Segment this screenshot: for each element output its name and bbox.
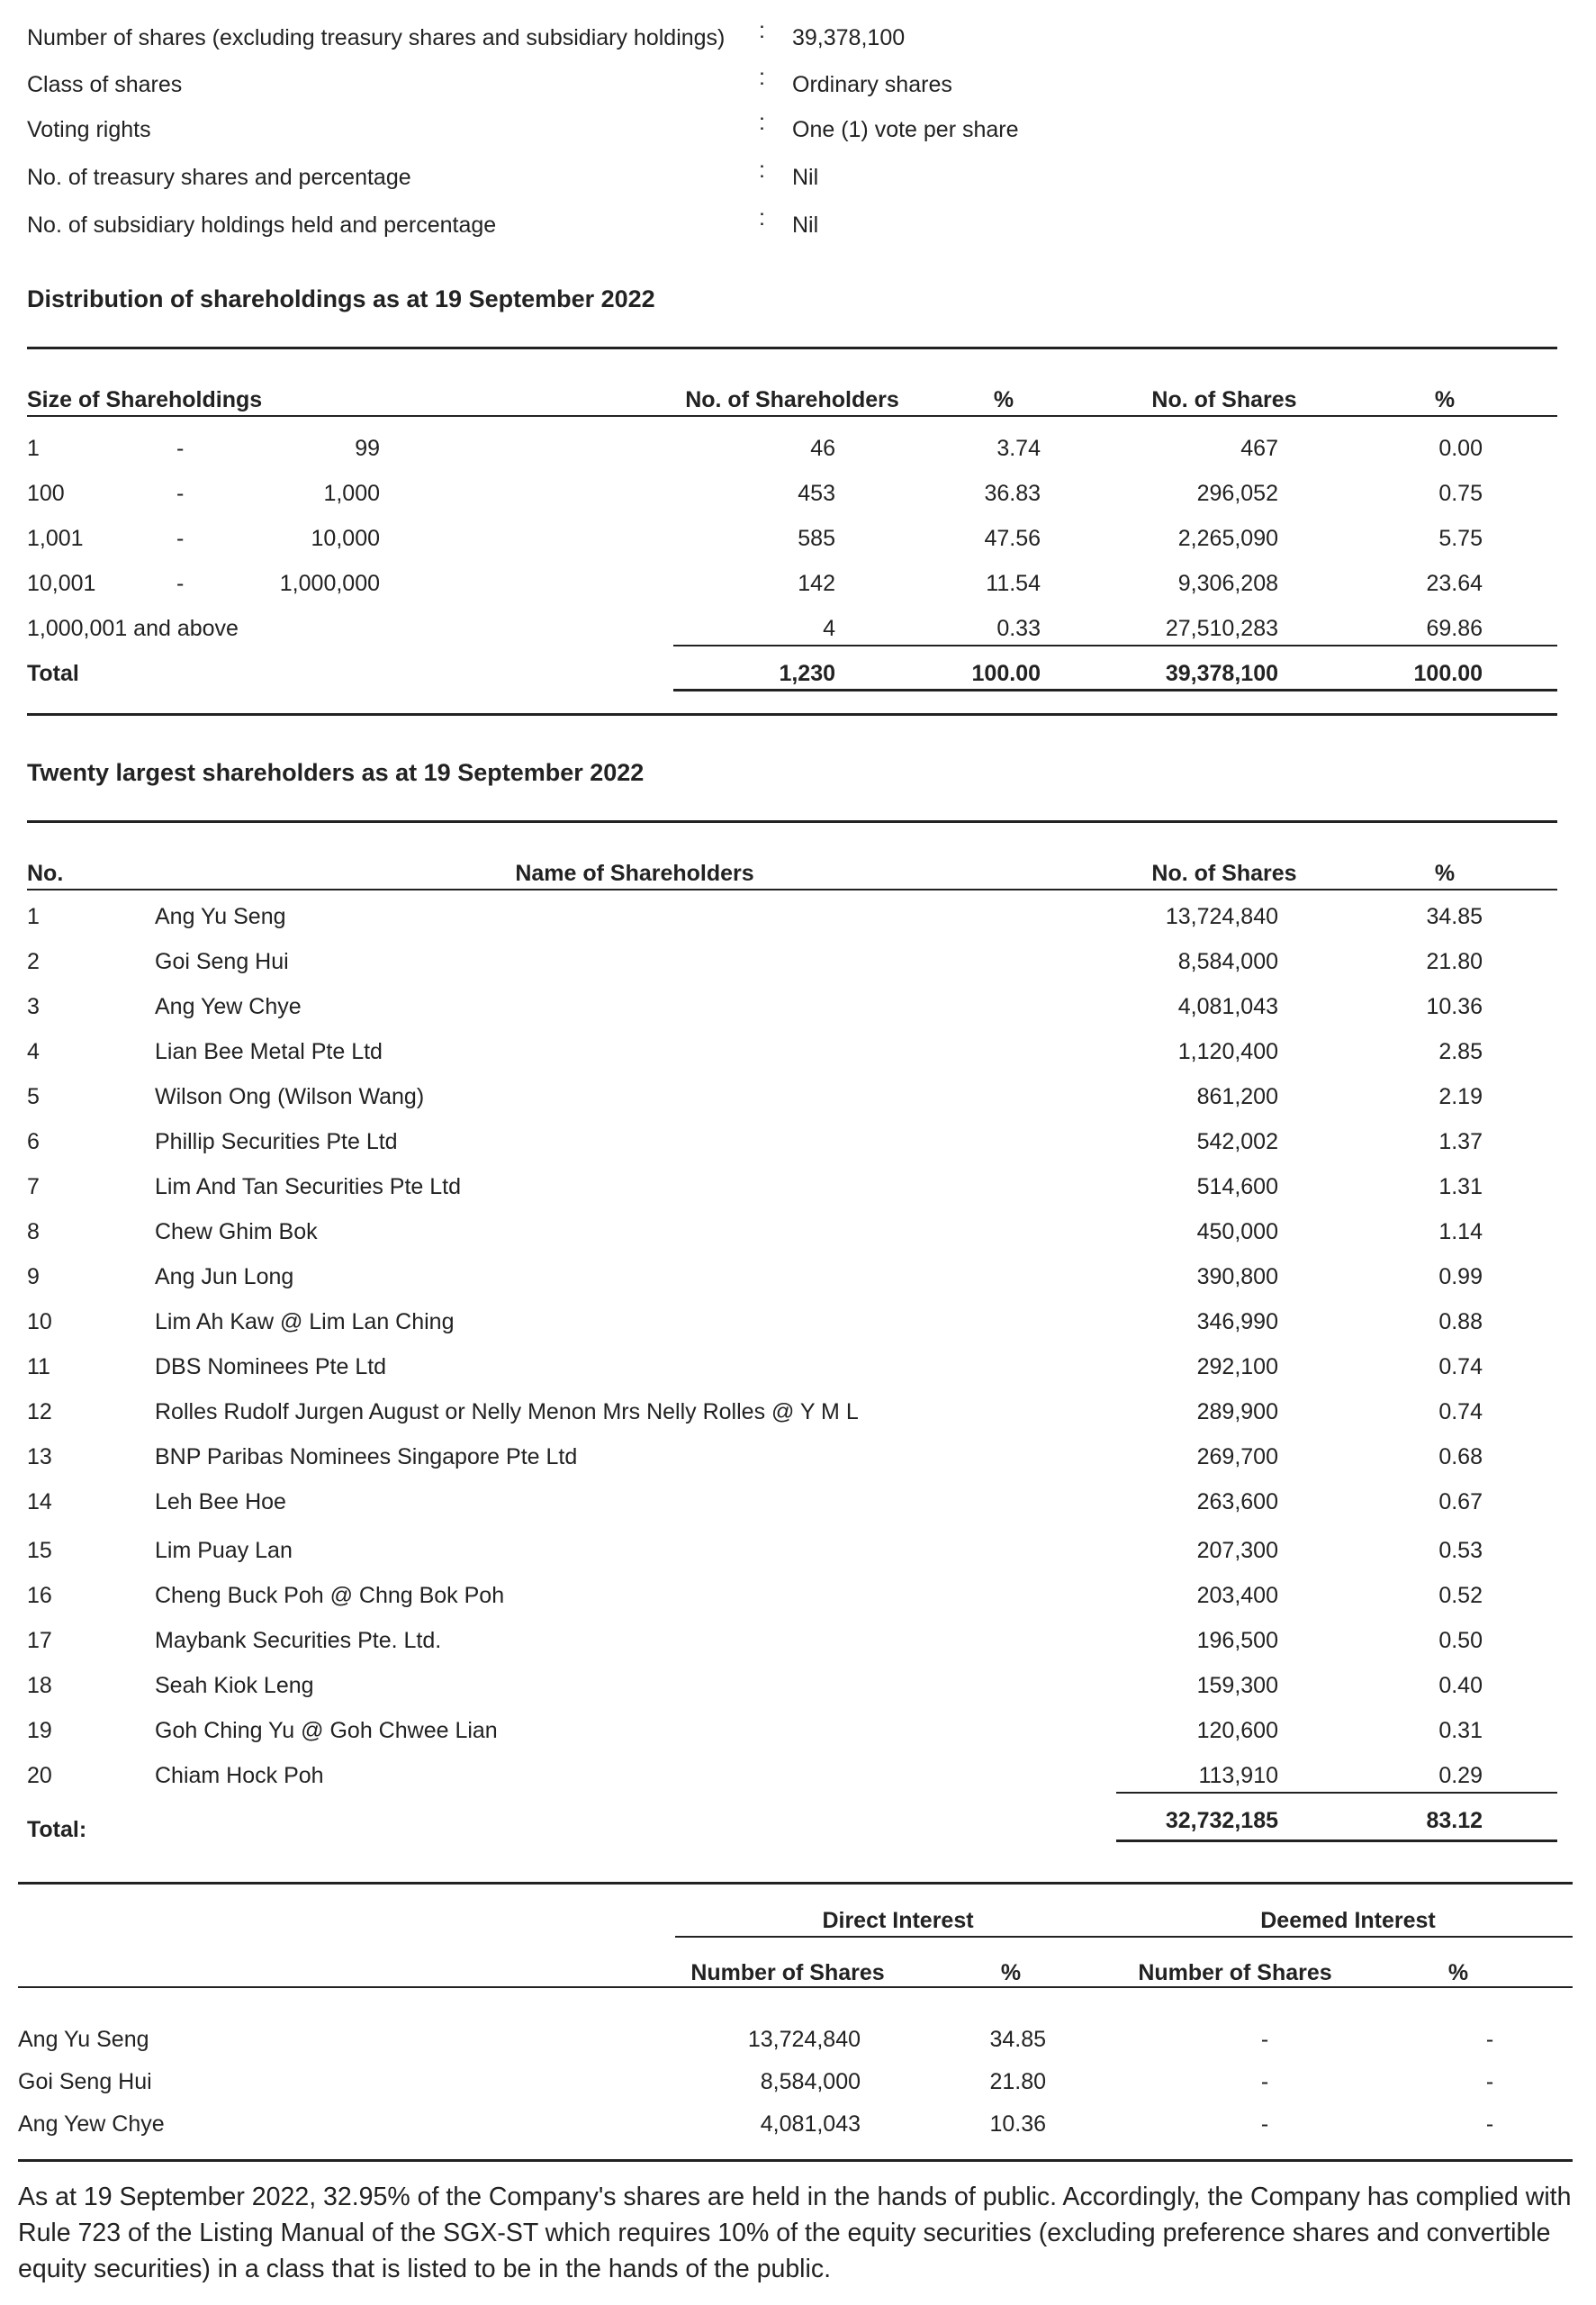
- subst-header-direct: Direct Interest: [822, 1908, 974, 1933]
- largest-row-shares: 263,600: [1196, 1489, 1278, 1514]
- largest-row-no: 3: [27, 994, 40, 1019]
- subst-direct-shares: 8,584,000: [760, 2069, 861, 2094]
- largest-row-no: 6: [27, 1129, 40, 1154]
- largest-row-shares: 292,100: [1196, 1354, 1278, 1379]
- largest-header-rule: [27, 889, 1557, 890]
- largest-row-pct: 0.50: [1438, 1628, 1483, 1653]
- subst-deemed-pct: -: [1485, 2027, 1494, 2052]
- largest-title: Twenty largest shareholders as at 19 September 2022: [27, 759, 645, 786]
- dist-total-rule-bottom: [673, 689, 1557, 692]
- largest-row-pct: 10.36: [1426, 994, 1483, 1019]
- largest-top-rule: [27, 820, 1557, 823]
- largest-row-shares: 196,500: [1196, 1628, 1278, 1653]
- dist-header-pct1: %: [993, 387, 1014, 412]
- dist-range-from: 1,001: [27, 526, 84, 551]
- largest-row-no: 16: [27, 1583, 52, 1608]
- largest-row-no: 8: [27, 1219, 40, 1244]
- dist-range-to: 10,000: [311, 526, 380, 551]
- largest-row-name: BNP Paribas Nominees Singapore Pte Ltd: [155, 1444, 578, 1469]
- largest-row-no: 13: [27, 1444, 52, 1469]
- largest-row-name: DBS Nominees Pte Ltd: [155, 1354, 387, 1379]
- largest-row-name: Goh Ching Yu @ Goh Chwee Lian: [155, 1718, 498, 1743]
- subst-header-deemed: Deemed Interest: [1260, 1908, 1436, 1933]
- subst-header-deemed-pct: %: [1447, 1960, 1469, 1985]
- subst-direct-shares: 13,724,840: [747, 2027, 861, 2052]
- share-info-label: Voting rights: [27, 117, 151, 142]
- largest-row-pct: 0.40: [1438, 1673, 1483, 1698]
- subst-deemed-pct: -: [1485, 2111, 1494, 2137]
- share-info-value: One (1) vote per share: [792, 117, 1019, 142]
- dist-range-from: 10,001: [27, 571, 96, 596]
- largest-row-no: 18: [27, 1673, 52, 1698]
- dist-holders: 585: [798, 526, 835, 551]
- dist-pct2: 0.00: [1438, 436, 1483, 461]
- largest-row-no: 1: [27, 904, 40, 929]
- largest-row-name: Rolles Rudolf Jurgen August or Nelly Menon Mrs Nelly Rolles @ Y M L: [155, 1399, 859, 1424]
- largest-row-name: Ang Yu Seng: [155, 904, 286, 929]
- subst-direct-pct: 21.80: [989, 2069, 1046, 2094]
- share-info-value: Nil: [792, 165, 819, 190]
- dist-total-label: Total: [27, 661, 79, 686]
- largest-row-shares: 450,000: [1196, 1219, 1278, 1244]
- subst-deemed-shares: -: [1260, 2069, 1269, 2094]
- largest-row-name: Ang Yew Chye: [155, 994, 302, 1019]
- dist-header-pct2: %: [1434, 387, 1456, 412]
- share-info-value: 39,378,100: [792, 25, 906, 50]
- dist-header-rule: [27, 415, 1557, 417]
- subst-group-rule: [675, 1936, 1573, 1938]
- subst-deemed-pct: -: [1485, 2069, 1494, 2094]
- dist-range-dash: -: [176, 481, 185, 506]
- dist-shares: 296,052: [1196, 481, 1278, 506]
- largest-row-no: 20: [27, 1763, 52, 1788]
- largest-row-no: 10: [27, 1309, 52, 1334]
- dist-total-rule-top: [673, 645, 1557, 646]
- largest-row-shares: 514,600: [1196, 1174, 1278, 1199]
- share-info-separator: :: [759, 110, 765, 135]
- dist-holders: 4: [823, 616, 835, 641]
- largest-row-name: Maybank Securities Pte. Ltd.: [155, 1628, 442, 1653]
- largest-row-shares: 861,200: [1196, 1084, 1278, 1109]
- largest-row-pct: 0.67: [1438, 1489, 1483, 1514]
- dist-header-shares: No. of Shares: [1151, 387, 1297, 412]
- dist-header-size: Size of Shareholdings: [27, 387, 263, 412]
- largest-header-pct: %: [1434, 861, 1456, 886]
- dist-range-dash: -: [176, 571, 185, 596]
- subst-direct-pct: 34.85: [989, 2027, 1046, 2052]
- dist-range-dash: -: [176, 436, 185, 461]
- largest-row-no: 2: [27, 949, 40, 974]
- dist-holders: 453: [798, 481, 835, 506]
- largest-row-no: 17: [27, 1628, 52, 1653]
- largest-row-shares: 120,600: [1196, 1718, 1278, 1743]
- largest-row-name: Wilson Ong (Wilson Wang): [155, 1084, 425, 1109]
- dist-range-dash: -: [176, 526, 185, 551]
- dist-range-to: 1,000,000: [279, 571, 380, 596]
- dist-total-pct2: 100.00: [1413, 661, 1483, 686]
- largest-row-pct: 34.85: [1426, 904, 1483, 929]
- largest-row-shares: 159,300: [1196, 1673, 1278, 1698]
- largest-header-name: Name of Shareholders: [515, 861, 754, 886]
- largest-total-label: Total:: [27, 1817, 87, 1842]
- largest-row-pct: 0.52: [1438, 1583, 1483, 1608]
- share-info-separator: :: [759, 65, 765, 90]
- distribution-bottom-rule: [27, 713, 1557, 716]
- largest-row-pct: 21.80: [1426, 949, 1483, 974]
- largest-row-pct: 2.85: [1438, 1039, 1483, 1064]
- dist-pct2: 0.75: [1438, 481, 1483, 506]
- largest-total-rule-top: [1116, 1792, 1557, 1794]
- largest-row-name: Leh Bee Hoe: [155, 1489, 286, 1514]
- dist-holders: 46: [810, 436, 835, 461]
- dist-range-from: 1: [27, 436, 40, 461]
- dist-total-pct1: 100.00: [971, 661, 1041, 686]
- largest-row-no: 9: [27, 1264, 40, 1289]
- subst-header-deemed-shares: Number of Shares: [1138, 1960, 1332, 1985]
- largest-row-no: 4: [27, 1039, 40, 1064]
- largest-row-pct: 1.31: [1438, 1174, 1483, 1199]
- dist-total-holders: 1,230: [779, 661, 835, 686]
- dist-shares: 467: [1240, 436, 1278, 461]
- dist-shares: 27,510,283: [1165, 616, 1278, 641]
- largest-row-no: 19: [27, 1718, 52, 1743]
- subst-header-direct-pct: %: [1000, 1960, 1022, 1985]
- largest-row-pct: 0.68: [1438, 1444, 1483, 1469]
- largest-row-no: 12: [27, 1399, 52, 1424]
- substantial-bottom-rule: [18, 2159, 1573, 2162]
- largest-row-shares: 8,584,000: [1177, 949, 1278, 974]
- largest-row-name: Phillip Securities Pte Ltd: [155, 1129, 398, 1154]
- largest-row-shares: 346,990: [1196, 1309, 1278, 1334]
- largest-row-name: Lim Puay Lan: [155, 1538, 293, 1563]
- largest-row-pct: 2.19: [1438, 1084, 1483, 1109]
- dist-pct1: 36.83: [984, 481, 1041, 506]
- dist-shares: 9,306,208: [1177, 571, 1278, 596]
- dist-header-holders: No. of Shareholders: [685, 387, 899, 412]
- dist-pct1: 47.56: [984, 526, 1041, 551]
- dist-pct1: 3.74: [996, 436, 1041, 461]
- largest-total-shares: 32,732,185: [1165, 1808, 1278, 1833]
- largest-header-no: No.: [27, 861, 64, 886]
- largest-row-no: 14: [27, 1489, 52, 1514]
- largest-row-shares: 203,400: [1196, 1583, 1278, 1608]
- largest-row-no: 15: [27, 1538, 52, 1563]
- largest-row-name: Lim Ah Kaw @ Lim Lan Ching: [155, 1309, 455, 1334]
- distribution-title: Distribution of shareholdings as at 19 September 2022: [27, 285, 655, 312]
- share-info-separator: :: [759, 18, 765, 43]
- distribution-top-rule: [27, 347, 1557, 349]
- largest-row-name: Cheng Buck Poh @ Chng Bok Poh: [155, 1583, 505, 1608]
- largest-row-name: Chew Ghim Bok: [155, 1219, 318, 1244]
- dist-range-from: 1,000,001 and above: [27, 616, 239, 641]
- dist-pct1: 11.54: [986, 571, 1041, 596]
- largest-total-pct: 83.12: [1426, 1808, 1483, 1833]
- largest-row-name: Seah Kiok Leng: [155, 1673, 314, 1698]
- dist-pct1: 0.33: [996, 616, 1041, 641]
- dist-total-shares: 39,378,100: [1165, 661, 1278, 686]
- share-info-label: No. of treasury shares and percentage: [27, 165, 411, 190]
- largest-row-pct: 0.74: [1438, 1354, 1483, 1379]
- largest-row-shares: 13,724,840: [1165, 904, 1278, 929]
- largest-row-no: 11: [27, 1354, 50, 1379]
- largest-row-no: 5: [27, 1084, 40, 1109]
- largest-row-no: 7: [27, 1174, 40, 1199]
- dist-holders: 142: [798, 571, 835, 596]
- largest-row-shares: 207,300: [1196, 1538, 1278, 1563]
- subst-header-direct-shares: Number of Shares: [690, 1960, 885, 1985]
- largest-row-name: Lian Bee Metal Pte Ltd: [155, 1039, 383, 1064]
- largest-row-pct: 1.37: [1438, 1129, 1483, 1154]
- dist-range-to: 99: [355, 436, 380, 461]
- largest-row-shares: 269,700: [1196, 1444, 1278, 1469]
- largest-row-name: Ang Jun Long: [155, 1264, 294, 1289]
- share-info-label: Number of shares (excluding treasury shares and subsidiary holdings): [27, 25, 726, 50]
- largest-row-pct: 0.29: [1438, 1763, 1483, 1788]
- largest-row-name: Lim And Tan Securities Pte Ltd: [155, 1174, 462, 1199]
- largest-row-shares: 1,120,400: [1177, 1039, 1278, 1064]
- dist-range-to: 1,000: [323, 481, 380, 506]
- largest-header-shares: No. of Shares: [1151, 861, 1297, 886]
- dist-pct2: 23.64: [1426, 571, 1483, 596]
- substantial-top-rule: [18, 1882, 1573, 1885]
- largest-row-pct: 0.88: [1438, 1309, 1483, 1334]
- largest-row-shares: 113,910: [1198, 1763, 1278, 1788]
- dist-pct2: 69.86: [1426, 616, 1483, 641]
- largest-row-pct: 1.14: [1438, 1219, 1483, 1244]
- subst-deemed-shares: -: [1260, 2111, 1269, 2137]
- largest-row-shares: 390,800: [1196, 1264, 1278, 1289]
- subst-direct-shares: 4,081,043: [760, 2111, 861, 2137]
- subst-name: Goi Seng Hui: [18, 2069, 152, 2094]
- subst-header-rule: [18, 1986, 1573, 1988]
- share-info-value: Nil: [792, 212, 819, 238]
- largest-row-shares: 4,081,043: [1177, 994, 1278, 1019]
- share-info-label: No. of subsidiary holdings held and percentage: [27, 212, 497, 238]
- dist-shares: 2,265,090: [1177, 526, 1278, 551]
- largest-row-pct: 0.74: [1438, 1399, 1483, 1424]
- largest-row-pct: 0.99: [1438, 1264, 1483, 1289]
- largest-row-pct: 0.53: [1438, 1538, 1483, 1563]
- share-info-label: Class of shares: [27, 72, 183, 97]
- share-info-separator: :: [759, 158, 765, 183]
- largest-row-shares: 289,900: [1196, 1399, 1278, 1424]
- largest-row-pct: 0.31: [1438, 1718, 1483, 1743]
- subst-direct-pct: 10.36: [989, 2111, 1046, 2137]
- largest-row-shares: 542,002: [1196, 1129, 1278, 1154]
- dist-pct2: 5.75: [1438, 526, 1483, 551]
- share-info-value: Ordinary shares: [792, 72, 952, 97]
- subst-deemed-shares: -: [1260, 2027, 1269, 2052]
- largest-row-name: Goi Seng Hui: [155, 949, 289, 974]
- share-info-separator: :: [759, 205, 765, 230]
- public-float-statement: As at 19 September 2022, 32.95% of the Company's shares are held in the hands of public. Accordingly, the Company has complied with Rule 723 of the Listing Manual of the SGX-ST which requires 10% of the equity securities (excluding preference shares and convertible equity securities) in a class that is listed to be in the hands of the public.: [18, 2183, 1572, 2283]
- subst-name: Ang Yew Chye: [18, 2111, 165, 2137]
- largest-total-rule-bottom: [1116, 1839, 1557, 1842]
- largest-row-name: Chiam Hock Poh: [155, 1763, 324, 1788]
- dist-range-from: 100: [27, 481, 65, 506]
- subst-name: Ang Yu Seng: [18, 2027, 149, 2052]
